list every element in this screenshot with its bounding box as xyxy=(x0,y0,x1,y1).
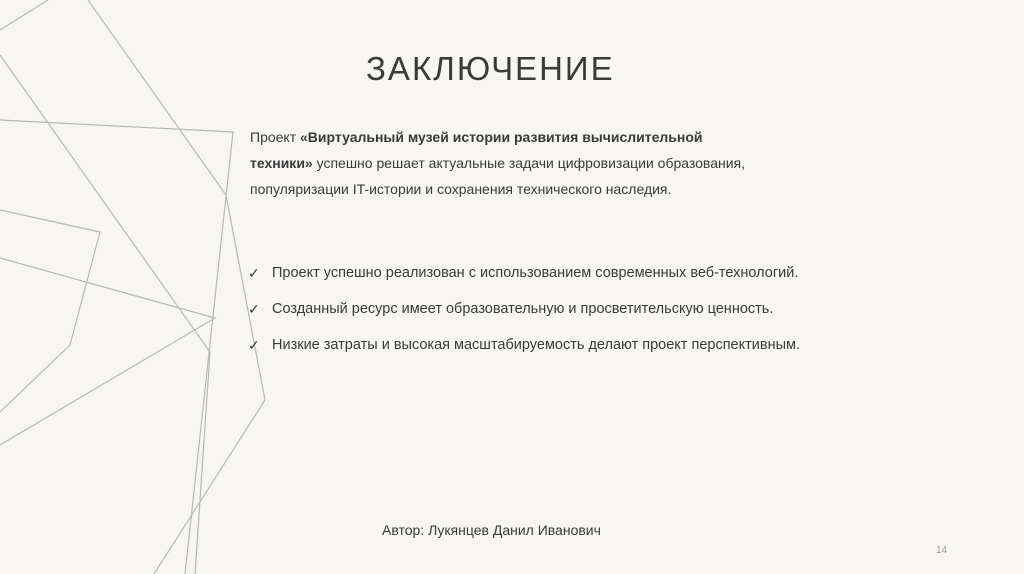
decor-line-3 xyxy=(0,55,210,574)
conclusion-list xyxy=(248,255,948,363)
list-item xyxy=(248,291,948,327)
slide-title: ЗАКЛЮЧЕНИЕ xyxy=(366,50,615,87)
list-item-text: Проект успешно реализован с использованием современных веб-технологий. xyxy=(272,265,799,281)
list-item xyxy=(248,255,948,291)
intro-line-2-rest: успешно решает актуальные задачи цифровизации образования, xyxy=(312,155,746,171)
decor-line-4 xyxy=(0,210,100,412)
page-number: 14 xyxy=(936,545,948,556)
list-item-text: Низкие затраты и высокая масштабируемость делают проект перспективным. xyxy=(272,337,800,353)
check-icon: ✓ xyxy=(248,264,260,281)
decor-line-1 xyxy=(88,0,265,574)
intro-line-3: популяризации IT-истории и сохранения технического наследия. xyxy=(250,181,672,197)
author-credit: Автор: Лукянцев Данил Иванович xyxy=(382,522,601,538)
list-item xyxy=(248,327,948,363)
decor-line-5 xyxy=(0,258,215,445)
check-icon: ✓ xyxy=(248,336,260,353)
intro-prefix: Проект xyxy=(250,129,301,145)
intro-paragraph xyxy=(250,124,840,202)
list-item-text: Созданный ресурс имеет образовательную и просветительскую ценность. xyxy=(272,301,774,317)
project-name-line-2: техники» xyxy=(250,155,313,171)
decor-line-6 xyxy=(0,0,48,30)
check-icon: ✓ xyxy=(248,300,260,317)
project-name-line-1: «Виртуальный музей истории развития вычислительной xyxy=(300,129,703,145)
